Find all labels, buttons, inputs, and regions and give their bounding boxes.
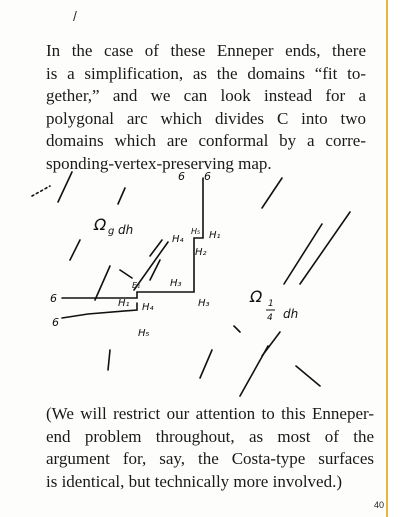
text-line: is identical, but technically more involved.) <box>46 471 342 491</box>
label-h2-top: H₂ <box>195 247 207 258</box>
paragraph-top <box>46 40 366 175</box>
label-h1-top: H₁ <box>209 230 221 241</box>
label-omega-left: Ω <box>94 215 107 234</box>
paragraph-bottom <box>46 403 374 493</box>
hatch-stroke <box>108 350 110 370</box>
label-omega-left-sub: g <box>108 226 115 237</box>
label-omega-right-frac-den: 4 <box>267 313 273 323</box>
label-h4-left: H₄ <box>142 302 154 313</box>
hatch-stroke <box>284 224 322 284</box>
text-line: (We will restrict our attention to this Enneper- <box>46 404 374 423</box>
text-line: gether,” and we can look instead for a <box>46 86 366 105</box>
text-line: polygonal arc which divides C into two <box>46 108 366 128</box>
text-line: In the case of these Enneper ends, there <box>46 41 366 60</box>
text-line: domains which are conformal by a corre- <box>46 131 366 150</box>
hatch-stroke <box>200 350 212 378</box>
hatch-stroke <box>150 260 160 280</box>
page-number: 40 <box>374 500 385 510</box>
handwritten-sketch <box>0 160 386 400</box>
margin-rule <box>386 0 388 517</box>
label-h3-mid: H₃ <box>170 278 182 289</box>
hatch-stroke <box>58 172 72 202</box>
label-omega-left-tail: dh <box>118 223 134 237</box>
label-omega-right-tail: dh <box>283 307 299 321</box>
text-line: sponding-vertex-preserving map. <box>46 153 272 173</box>
text-line: end problem throughout, as most of the <box>46 426 374 446</box>
label-h4-top: H₄ <box>172 234 184 245</box>
label-h3-right: H₃ <box>198 298 210 309</box>
text-line: is a simplification, as the domains “fit to- <box>46 63 366 83</box>
label-end-top-right: 6 <box>204 170 211 183</box>
hatch-stroke <box>70 240 80 260</box>
label-end-left-top: 6 <box>50 292 57 305</box>
hatch-stroke <box>95 266 110 300</box>
label-e-small: E₁ <box>132 281 141 290</box>
hatch-stroke <box>262 332 280 356</box>
hatch-stroke <box>234 326 240 332</box>
label-h1-left: H₁ <box>118 298 130 309</box>
pen-mark: / <box>73 8 77 24</box>
hatch-stroke <box>296 366 320 386</box>
label-end-top-left: 6 <box>178 170 185 183</box>
label-omega-right-frac-num: 1 <box>268 299 274 309</box>
label-h5-top: H₅ <box>191 227 201 236</box>
label-end-left-bottom: 6 <box>52 316 59 329</box>
label-omega-right: Ω <box>250 287 263 306</box>
hatch-stroke <box>118 188 125 204</box>
hatch-stroke <box>262 178 282 208</box>
hatch-stroke <box>120 270 132 278</box>
text-line: argument for, say, the Costa-type surfaces <box>46 449 374 468</box>
label-h5-bottom: H₅ <box>138 328 150 339</box>
hatch-stroke <box>32 186 50 196</box>
